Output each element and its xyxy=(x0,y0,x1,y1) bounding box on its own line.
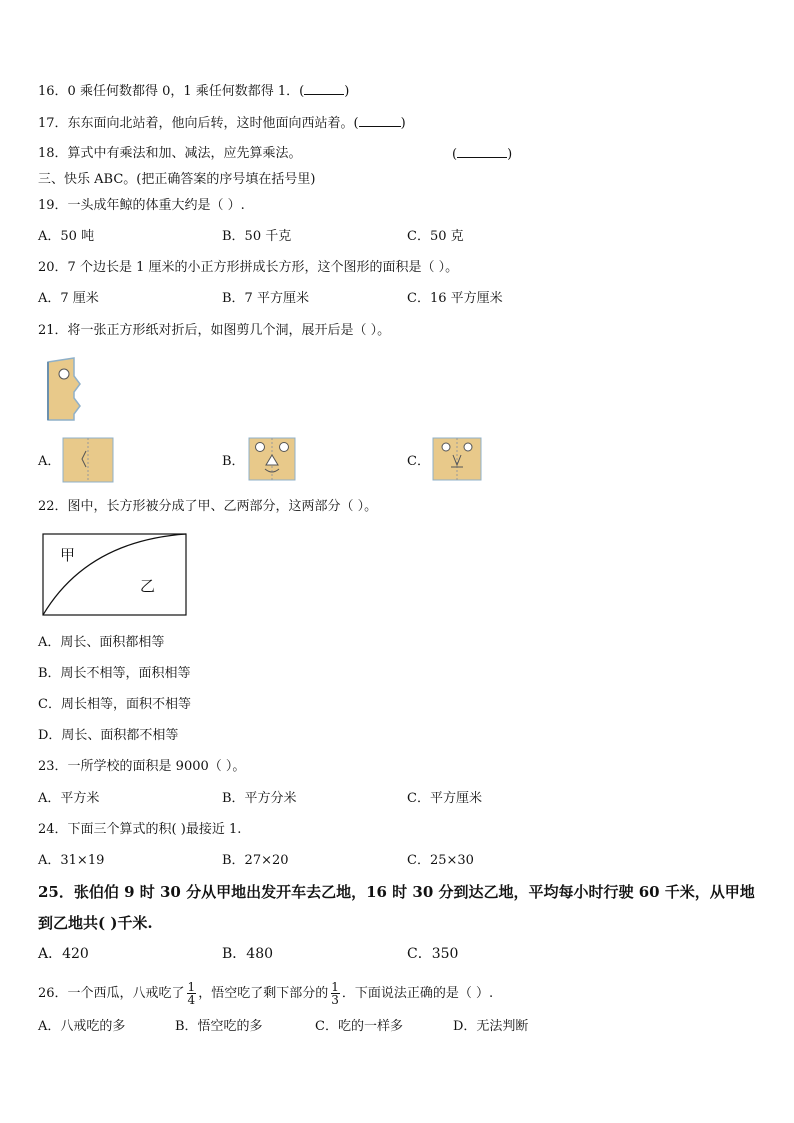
folded-paper-shape xyxy=(48,358,80,420)
question-18-number: 18． xyxy=(38,146,68,161)
label-jia: 甲 xyxy=(60,546,76,564)
section-3-heading: 三、快乐 ABC。(把正确答案的序号填在括号里) xyxy=(38,172,316,187)
q21-option-a-figure[interactable] xyxy=(62,437,114,483)
q25-option-a[interactable]: A．420 xyxy=(38,946,89,962)
q21-option-c-figure[interactable] xyxy=(432,437,482,481)
fraction-one-quarter: $\frac{1}{4}$ xyxy=(187,980,196,1007)
q23-option-b[interactable]: B．平方分米 xyxy=(222,791,297,806)
q25-option-c[interactable]: C．350 xyxy=(407,946,459,962)
q20-option-b[interactable]: B．7 平方厘米 xyxy=(222,291,309,306)
question-17-number: 17． xyxy=(38,116,68,131)
q26-option-a[interactable]: A．八戒吃的多 xyxy=(38,1019,126,1034)
question-21-text: 21．将一张正方形纸对折后，如图剪几个洞，展开后是（ ）。 xyxy=(38,323,391,338)
question-25-line2: 到乙地共( )千米. xyxy=(38,914,153,932)
q23-option-a[interactable]: A．平方米 xyxy=(38,791,100,806)
q24-option-b[interactable]: B．27×20 xyxy=(222,853,289,868)
question-18-text: 算式中有乘法和加、减法，应先算乘法。 xyxy=(67,146,302,161)
cut-hole-right xyxy=(280,443,289,452)
cut-hole-left xyxy=(256,443,265,452)
q25-option-b[interactable]: B．480 xyxy=(222,946,274,962)
q19-option-a[interactable]: A．50 吨 xyxy=(38,229,95,244)
rectangle-figure xyxy=(42,533,188,617)
q22-option-b[interactable]: B．周长不相等，面积相等 xyxy=(38,666,191,681)
question-22-text: 22．图中，长方形被分成了甲、乙两部分，这两部分（ ）。 xyxy=(38,499,378,514)
fraction-one-third: $\frac{1}{3}$ xyxy=(331,980,339,1007)
question-17-text: 东东面向北站着，他向后转，这时他面向西站着。( xyxy=(67,116,359,131)
q20-option-a[interactable]: A．7 厘米 xyxy=(38,291,99,306)
question-17: 17．东东面向北站着，他向后转，这时他面向西站着。( ) xyxy=(38,116,406,131)
question-26: 26．一个西瓜，八戒吃了 $\frac{1}{4}$ ，悟空吃了剩下部分的 $\frac{1}{3}$ ．下面说法正确的是（ ）. xyxy=(38,980,494,1007)
question-25-line1: 25．张伯伯 9 时 30 分从甲地出发开车去乙地，16 时 30 分到达乙地，平均每小时行驶 60 千米，从甲地 xyxy=(38,883,755,901)
question-16-number: 16． xyxy=(38,84,68,99)
q19-option-b[interactable]: B．50 千克 xyxy=(222,229,292,244)
q23-option-c[interactable]: C．平方厘米 xyxy=(407,791,482,806)
q22-option-c[interactable]: C．周长相等，面积不相等 xyxy=(38,697,191,712)
answer-blank-17[interactable] xyxy=(359,114,401,127)
q24-option-a[interactable]: A．31×19 xyxy=(38,853,105,868)
q21-option-a[interactable]: A． xyxy=(38,454,61,469)
question-18-answer: ( ) xyxy=(452,147,513,162)
question-23-text: 23．一所学校的面积是 9000（ ）。 xyxy=(38,759,246,774)
question-16-text: 0 乘任何数都得 0，1 乘任何数都得 1．( xyxy=(67,84,305,99)
q21-option-b[interactable]: B． xyxy=(222,454,245,469)
q19-option-c[interactable]: C．50 克 xyxy=(407,229,464,244)
q26-option-d[interactable]: D．无法判断 xyxy=(453,1019,529,1034)
question-19-text: 19．一头成年鲸的体重大约是（ ）. xyxy=(38,198,245,213)
question-20-text: 20．7 个边长是 1 厘米的小正方形拼成长方形，这个图形的面积是（ ）。 xyxy=(38,260,459,275)
answer-blank-16[interactable] xyxy=(304,82,344,95)
answer-blank-18[interactable] xyxy=(457,145,507,158)
label-yi: 乙 xyxy=(140,577,156,595)
q20-option-c[interactable]: C．16 平方厘米 xyxy=(407,291,503,306)
question-18 xyxy=(38,145,302,163)
q21-option-b-figure[interactable] xyxy=(248,437,296,481)
q22-option-a[interactable]: A．周长、面积都相等 xyxy=(38,635,165,650)
q22-option-d[interactable]: D．周长、面积都不相等 xyxy=(38,728,179,743)
q24-option-c[interactable]: C．25×30 xyxy=(407,853,474,868)
q26-option-c[interactable]: C．吃的一样多 xyxy=(315,1019,403,1034)
cut-hole-circle xyxy=(59,369,69,379)
folded-paper-figure xyxy=(44,356,84,422)
question-24-text: 24．下面三个算式的积( )最接近 1. xyxy=(38,822,242,837)
q26-option-b[interactable]: B．悟空吃的多 xyxy=(175,1019,263,1034)
q21-option-c[interactable]: C． xyxy=(407,454,430,469)
question-16: 16．0 乘任何数都得 0，1 乘任何数都得 1．( ) xyxy=(38,84,350,99)
